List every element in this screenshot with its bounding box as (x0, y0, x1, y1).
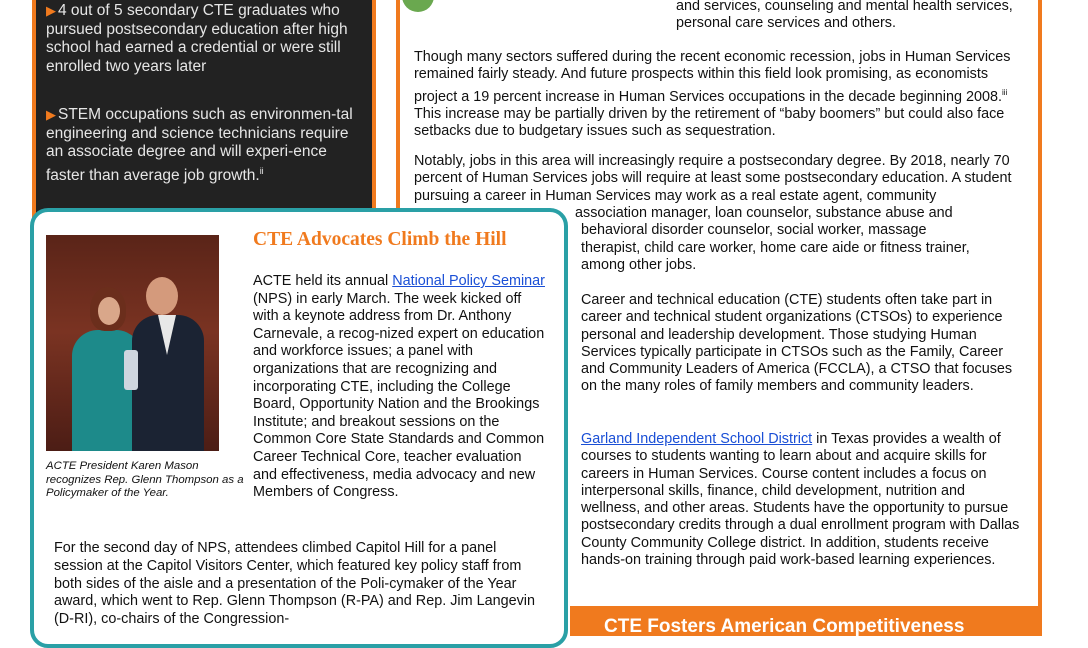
paragraph-text: (NPS) in early March. The week kicked off with a keynote address from Dr. Anthony Carnevale, a recog-nized expert on education and workforce issues; a panel with organizations that are recognizing and incorporating CTE, including the College Board, Opportunity Nation and the Brookings Institute; and breakout sessions on the Common Core State Standards and Common Career Technical Core, teacher evaluation and effectiveness, media advocacy and new Members of Congress. (253, 290, 545, 501)
endnote-marker: iii (1002, 87, 1008, 97)
paragraph-garland (581, 431, 1027, 569)
callout-paragraph-nps (253, 273, 545, 502)
triangle-bullet-icon: ▶ (46, 3, 56, 18)
stat-item (46, 106, 362, 185)
callout-paragraph-capitol-hill: For the second day of NPS, attendees climbed Capitol Hill for a panel session at the Capitol Visitors Center, which featured key policy staff from both sides of the aisle and a presentation of the Poli-cymaker of the Year award, which went to Rep. Glenn Thompson (R-PA) and Rep. Jim Langevin (D-RI), co-chairs of the Congression- (54, 540, 535, 628)
section-title: CTE Fosters American Competitiveness (604, 616, 965, 637)
paragraph-ctso: Career and technical education (CTE) students often take part in career and technical student organizations (CTSOs) to experience personal and leadership development. Those studying Human Services typically participate in CTSOs such as the Family, Career and Community Leaders of America (FCCLA), a CTSO that focuses on the many roles of family members and community leaders. (581, 292, 1013, 395)
paragraph-postsecondary: Notably, jobs in this area will increasingly require a postsecondary degree. By 2018, nearly 70 percent of Human Services jobs will require at least some postsecondary education. A student pursuing a career in Human Services may work as a real estate agent, community (414, 153, 1012, 204)
garland-isd-link[interactable]: Garland Independent School District (581, 431, 813, 447)
paragraph-text: ACTE held its annual (253, 273, 393, 289)
photo-caption: ACTE President Karen Mason recognizes Rep. Glenn Thompson as a Policymaker of the Year. (46, 460, 244, 499)
stat-item (46, 2, 366, 76)
paragraph-text: Though many sectors suffered during the recent economic recession, jobs in Human Services remained fairly steady. And future prospects within this field look promising, as economists project a 19 percent increase in Human Services occupations in the decade beginning 2008. (414, 49, 1011, 105)
intro-tail: and services, counseling and mental health services, personal care services and others. (676, 0, 1013, 32)
stat-text: STEM occupations such as environmen-tal engineering and science technicians require an associate degree and will experi-ence faster than average job growth. (46, 106, 353, 184)
national-policy-seminar-link[interactable]: National Policy Seminar (392, 273, 545, 289)
section-header-bar (570, 606, 1042, 636)
endnote-marker: ii (259, 165, 264, 176)
callout-title: CTE Advocates Climb the Hill (253, 229, 507, 250)
photo-award-presentation (46, 235, 219, 451)
paragraph-text: in Texas provides a wealth of courses to students wanting to learn about and acquire skills for careers in Human Services. Course content includes a focus on interpersonal skills, finance, child development, nutrition and wellness, and other areas. Students have the opportunity to pursue postsecondary credits through a dual enrollment program with Dallas County Community College district. In addition, students receive hands-on training through paid work-based learning experiences. (581, 431, 1020, 569)
paragraph-text: This increase may be partially driven by the retirement of “baby boomers” but could also face setbacks due to budgetary issues such as sequestration. (414, 105, 1005, 139)
stat-text: 4 out of 5 secondary CTE graduates who pursued postsecondary education after high school had earned a credential or were still enrolled two years later (46, 2, 348, 75)
paragraph-postsecondary-cont: association manager, loan counselor, substance abuse and behavioral disorder counselor, social worker, massage therapist, child care worker, home care aide or fitness trainer, among other jobs. (575, 205, 970, 273)
triangle-bullet-icon: ▶ (46, 107, 56, 122)
paragraph-job-outlook (414, 49, 1028, 140)
